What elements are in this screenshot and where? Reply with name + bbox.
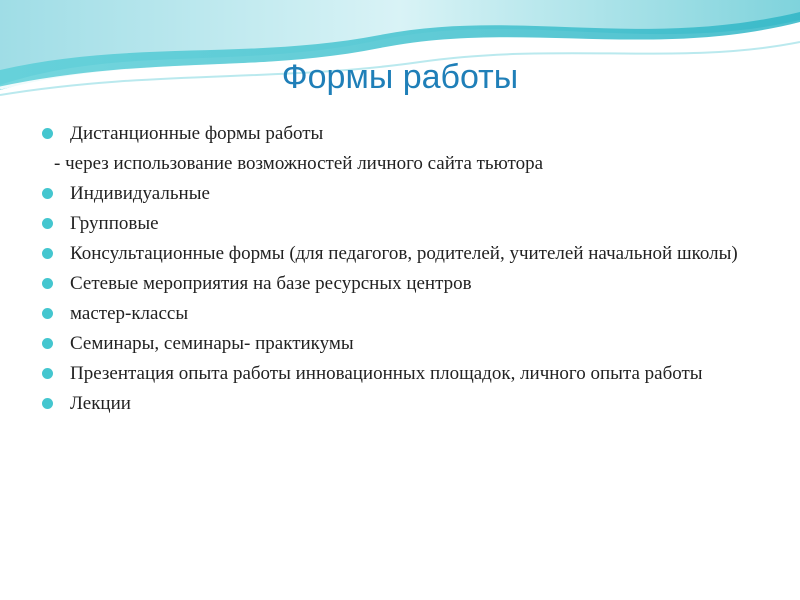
list-item-text: - через использование возможностей личного сайта тьютора	[54, 153, 544, 174]
list-item-text: Индивидуальные	[70, 183, 210, 204]
bullet-icon	[42, 278, 53, 289]
list-item	[42, 330, 742, 357]
list-item-text: Сетевые мероприятия на базе ресурсных центров	[70, 273, 472, 294]
bullet-icon	[42, 308, 53, 319]
list-item	[42, 390, 742, 417]
list-item-text: Дистанционные формы работы	[70, 123, 324, 144]
list-item	[42, 150, 742, 177]
bullet-icon	[42, 398, 53, 409]
bullet-list	[42, 120, 742, 420]
bullet-icon	[42, 338, 53, 349]
bullet-icon	[42, 128, 53, 139]
list-item-text: мастер-классы	[70, 303, 189, 324]
list-item	[42, 210, 742, 237]
list-item	[42, 180, 742, 207]
bullet-icon	[42, 188, 53, 199]
list-item-text: Групповые	[70, 213, 159, 234]
list-item	[42, 240, 742, 267]
list-item	[42, 360, 742, 387]
list-item	[42, 120, 742, 147]
list-item	[42, 300, 742, 327]
bullet-icon	[42, 248, 53, 259]
list-item-text: Презентация опыта работы инновационных площадок, личного опыта работы	[70, 363, 703, 384]
bullet-icon	[42, 368, 53, 379]
list-item	[42, 270, 742, 297]
bullet-icon	[42, 218, 53, 229]
list-item-text: Семинары, семинары- практикумы	[70, 333, 354, 354]
list-item-text: Лекции	[70, 393, 131, 414]
list-item-text: Консультационные формы (для педагогов, родителей, учителей начальной школы)	[70, 243, 738, 264]
slide-title: Формы работы	[281, 58, 519, 96]
